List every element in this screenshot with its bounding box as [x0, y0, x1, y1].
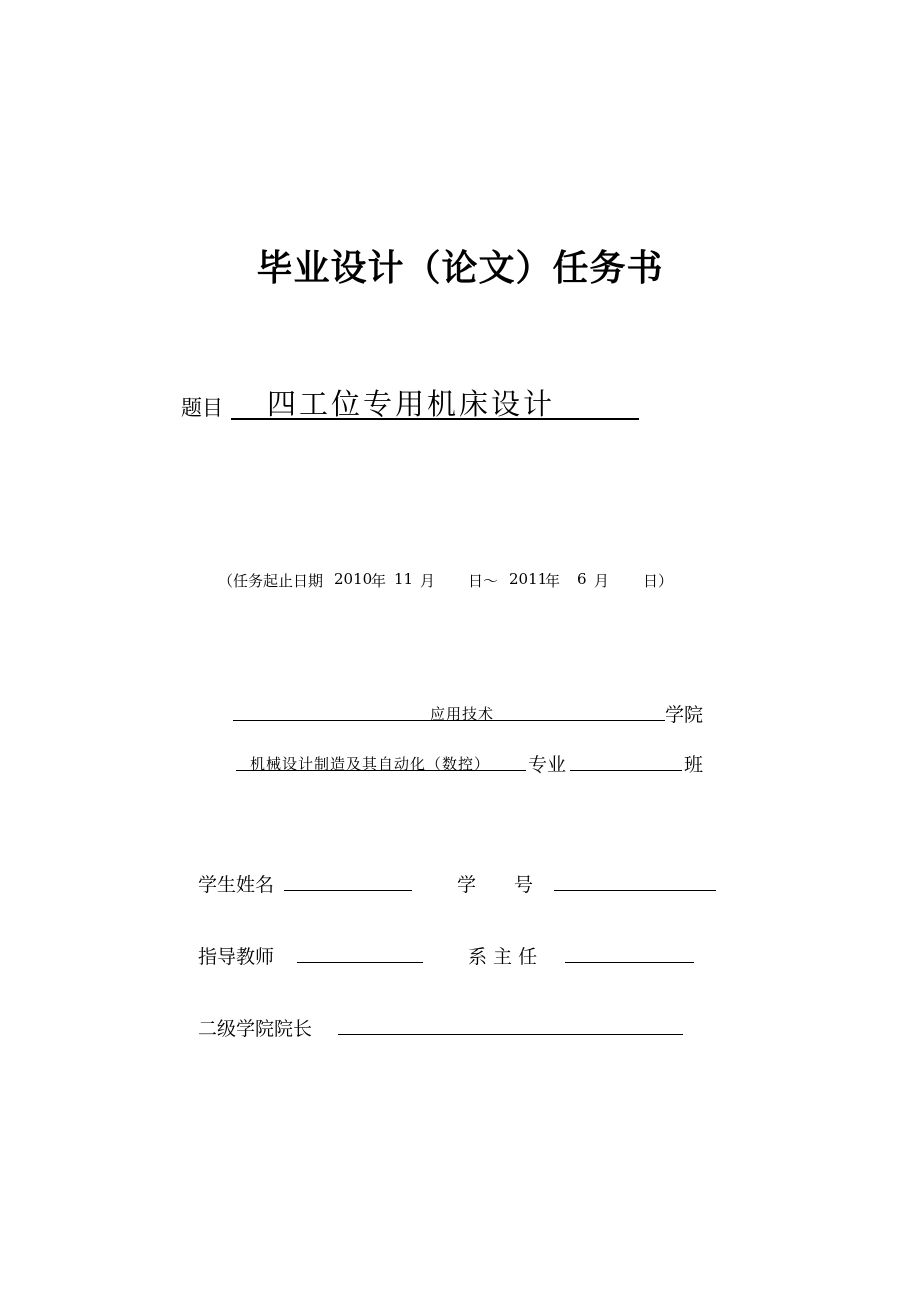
start-day-label: 日～: [468, 572, 499, 590]
major-suffix: 专业: [528, 754, 567, 776]
college-suffix: 学院: [665, 704, 704, 726]
dean-label: 二级学院院长: [198, 1018, 313, 1040]
student-name-label: 学生姓名: [198, 874, 275, 896]
dept-head-underline: [565, 962, 694, 963]
start-month-label: 月: [420, 572, 436, 590]
topic-value: 四工位专用机床设计: [267, 387, 556, 421]
class-suffix: 班: [684, 754, 704, 776]
start-year-label: 年: [371, 572, 387, 590]
student-id-underline: [554, 890, 716, 891]
student-id-label: 学 号: [457, 874, 534, 896]
end-day-label: 日）: [643, 572, 674, 590]
advisor-label: 指导教师: [198, 946, 275, 968]
dept-head-label: 系 主 任: [468, 946, 538, 968]
end-month: 6: [577, 570, 587, 588]
college-value: 应用技术: [430, 705, 495, 723]
end-year: 2011: [509, 570, 548, 588]
dates-open-label: （任务起止日期: [218, 572, 324, 590]
end-year-label: 年: [545, 572, 561, 590]
major-value: 机械设计制造及其自动化（数控）: [250, 755, 491, 773]
topic-underline: [231, 418, 639, 420]
page-title: 毕业设计（论文）任务书: [256, 248, 664, 289]
advisor-underline: [297, 962, 423, 963]
student-name-underline: [284, 890, 412, 891]
class-underline: [570, 770, 682, 771]
end-month-label: 月: [594, 572, 610, 590]
start-year: 2010: [334, 570, 373, 588]
start-month: 11: [394, 570, 414, 588]
dean-underline: [338, 1034, 683, 1035]
topic-label: 题目: [181, 396, 223, 420]
